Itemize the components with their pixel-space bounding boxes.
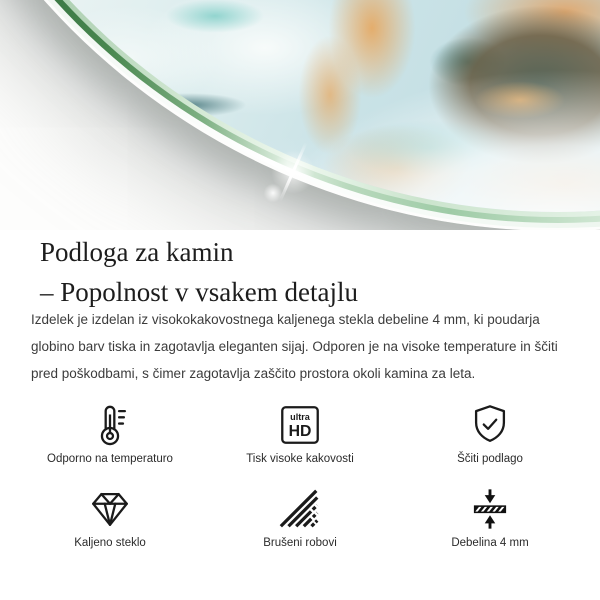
page-title-line2: – Popolnost v vsakem detajlu: [40, 277, 358, 307]
feature-tempered-glass: [15, 486, 205, 558]
hatched-edge-icon: [277, 486, 323, 532]
feature-label: Odporno na temperaturo: [47, 453, 173, 465]
ultra-hd-icon: [277, 402, 323, 448]
feature-thickness: [395, 486, 585, 558]
feature-grid: [15, 402, 585, 558]
feature-label: Tisk visoke kakovosti: [246, 453, 354, 465]
product-description: Izdelek je izdelan iz visokokakovostnega kaljenega stekla debeline 4 mm, ki poudarja globino barv tiska in zagotavlja eleganten sijaj. Odporen je na visoke temperature in ščiti pred poškodbami, s čimer zagotavlja zaščito prostora okoli kamina za leta.: [31, 312, 558, 381]
small-light-glint-icon: [262, 182, 284, 204]
svg-text:ultra: ultra: [290, 412, 310, 423]
page-title: [40, 232, 580, 312]
feature-label: Brušeni robovi: [263, 537, 337, 549]
feature-print-quality: [205, 402, 395, 474]
feature-label: Kaljeno steklo: [74, 537, 146, 549]
feature-label: Ščiti podlago: [457, 453, 523, 465]
feature-protects: [395, 402, 585, 474]
svg-text:HD: HD: [288, 423, 312, 441]
feature-label: Debelina 4 mm: [451, 537, 529, 549]
product-hero-image: [0, 0, 600, 230]
page-title-line1: Podloga za kamin: [40, 237, 234, 267]
feature-temperature: [15, 402, 205, 474]
thickness-arrows-icon: [467, 486, 513, 532]
feature-polished-edges: [205, 486, 395, 558]
shield-check-icon: [467, 402, 513, 448]
diamond-icon: [87, 486, 133, 532]
thermometer-icon: [87, 402, 133, 448]
